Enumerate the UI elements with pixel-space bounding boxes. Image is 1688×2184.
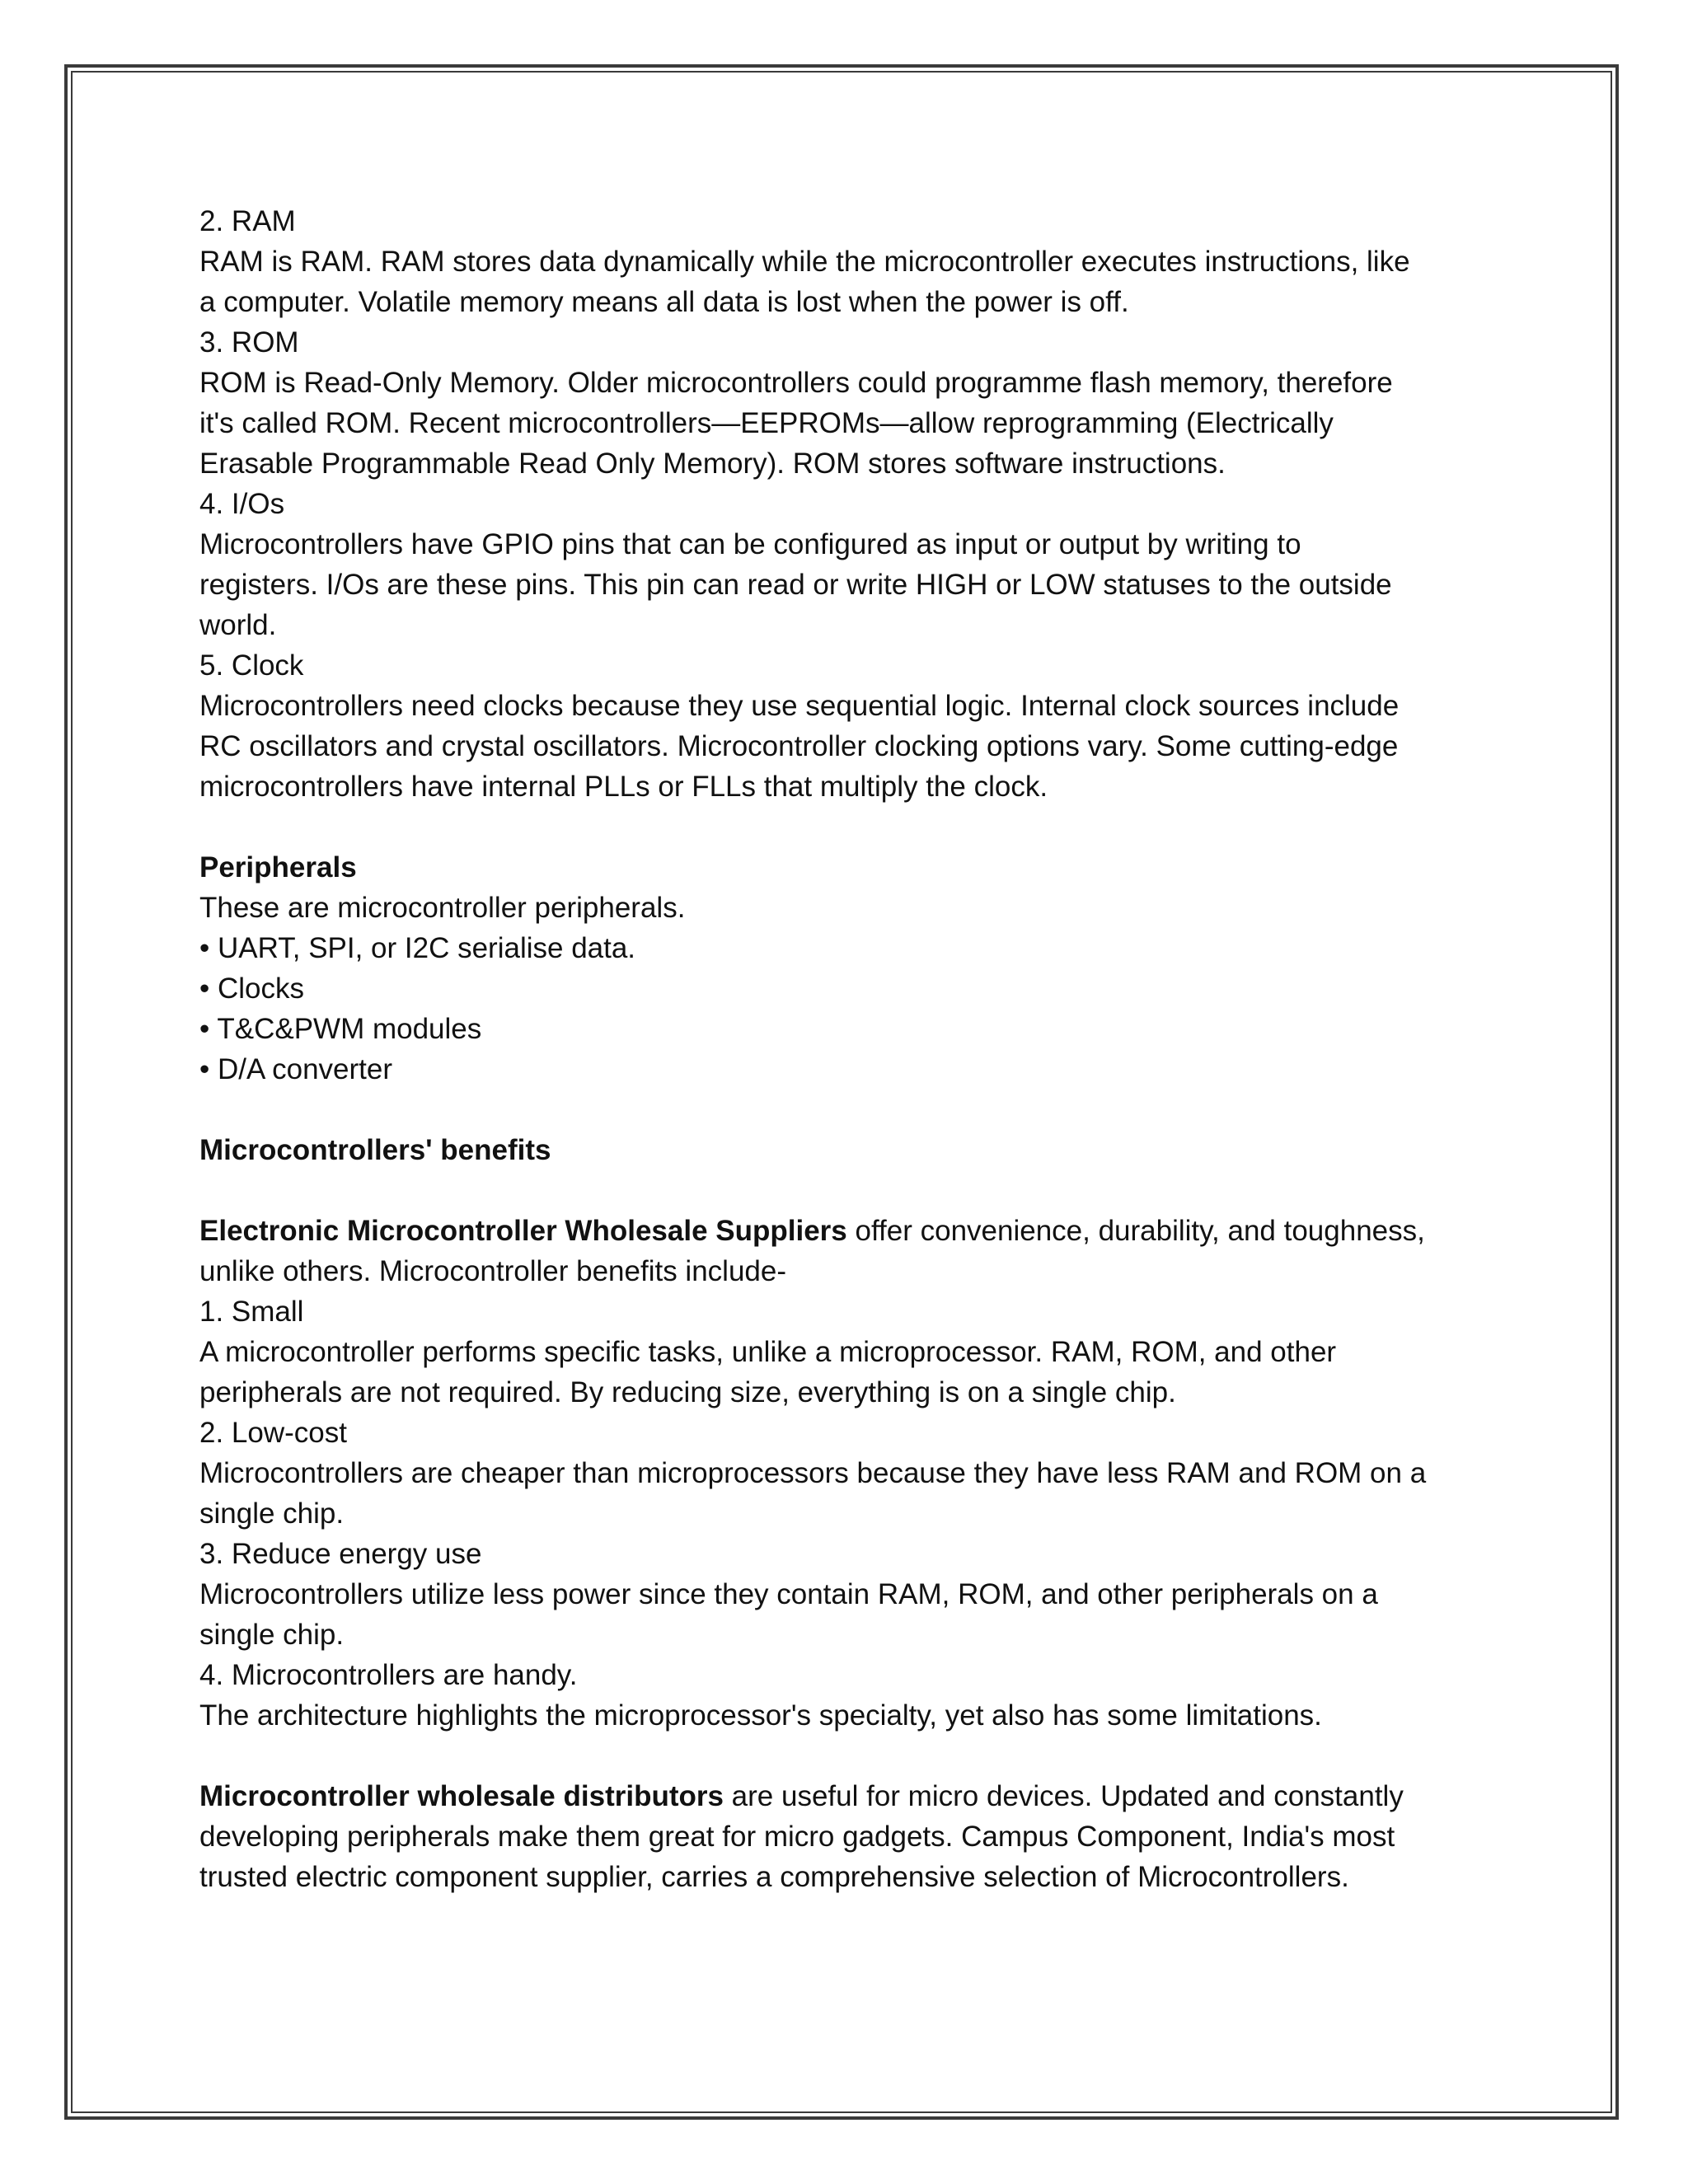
benefits-intro-line: unlike others. Microcontroller benefits include-: [199, 1255, 786, 1287]
benefit-heading: 1. Small: [199, 1296, 304, 1328]
benefits-intro-rest: offer convenience, durability, and toughness,: [846, 1215, 1425, 1247]
peripherals-intro: These are microcontroller peripherals.: [199, 892, 686, 924]
clock-line: Microcontrollers need clocks because they use sequential logic. Internal clock sources include: [199, 690, 1400, 722]
ios-line: registers. I/Os are these pins. This pin can read or write HIGH or LOW statuses to the outside: [199, 569, 1392, 601]
rom-line: Erasable Programmable Read Only Memory). ROM stores software instructions.: [199, 448, 1226, 480]
benefit-line: Microcontrollers are cheaper than microprocessors because they have less RAM and ROM on a: [199, 1457, 1427, 1489]
paragraph-gap: [199, 1736, 1502, 1776]
rom-heading: 3. ROM: [199, 326, 299, 359]
benefit-line: single chip.: [199, 1619, 345, 1651]
paragraph-gap: [199, 1170, 1502, 1211]
peripheral-bullet: • Clocks: [199, 972, 304, 1005]
clock-heading: 5. Clock: [199, 649, 304, 682]
paragraph-gap: [199, 1090, 1502, 1130]
ios-line: world.: [199, 609, 277, 641]
ios-line: Microcontrollers have GPIO pins that can be configured as input or output by writing to: [199, 528, 1301, 560]
clock-line: microcontrollers have internal PLLs or FLLs that multiply the clock.: [199, 771, 1048, 803]
rom-line: ROM is Read-Only Memory. Older microcontrollers could programme flash memory, therefore: [199, 367, 1393, 399]
peripheral-bullet: • D/A converter: [199, 1053, 393, 1085]
ram-line: a computer. Volatile memory means all data is lost when the power is off.: [199, 286, 1129, 318]
benefit-heading: 2. Low-cost: [199, 1417, 347, 1449]
ram-heading: 2. RAM: [199, 205, 296, 237]
closing-line: trusted electric component supplier, carries a comprehensive selection of Microcontrollers.: [199, 1861, 1349, 1893]
benefits-intro-bold: Electronic Microcontroller Wholesale Suppliers: [199, 1215, 847, 1247]
peripheral-bullet: • T&C&PWM modules: [199, 1013, 482, 1045]
ram-line: RAM is RAM. RAM stores data dynamically while the microcontroller executes instructions, like: [199, 246, 1410, 278]
benefit-line: A microcontroller performs specific tasks, unlike a microprocessor. RAM, ROM, and other: [199, 1336, 1337, 1368]
benefits-heading: Microcontrollers' benefits: [199, 1134, 551, 1166]
peripheral-bullet: • UART, SPI, or I2C serialise data.: [199, 932, 636, 964]
closing-line: developing peripherals make them great for micro gadgets. Campus Component, India's most: [199, 1821, 1395, 1853]
closing-bold: Microcontroller wholesale distributors: [199, 1780, 724, 1812]
document-body: [199, 201, 1502, 1897]
peripherals-heading: Peripherals: [199, 851, 357, 883]
closing-line: [199, 1776, 1502, 1816]
benefit-line: peripherals are not required. By reducing size, everything is on a single chip.: [199, 1376, 1176, 1408]
clock-line: RC oscillators and crystal oscillators. Microcontroller clocking options vary. Some cutting-edge: [199, 730, 1399, 762]
closing-rest: are useful for micro devices. Updated and constantly: [723, 1780, 1404, 1812]
benefit-line: single chip.: [199, 1497, 345, 1530]
benefits-intro: [199, 1211, 1502, 1251]
benefit-heading: 4. Microcontrollers are handy.: [199, 1659, 578, 1691]
ios-heading: 4. I/Os: [199, 488, 285, 520]
benefit-heading: 3. Reduce energy use: [199, 1538, 482, 1570]
paragraph-gap: [199, 807, 1502, 847]
rom-line: it's called ROM. Recent microcontrollers—EEPROMs—allow reprogramming (Electrically: [199, 407, 1334, 439]
benefit-line: The architecture highlights the microprocessor's specialty, yet also has some limitations.: [199, 1699, 1322, 1732]
benefit-line: Microcontrollers utilize less power since they contain RAM, ROM, and other peripherals on a: [199, 1578, 1378, 1610]
